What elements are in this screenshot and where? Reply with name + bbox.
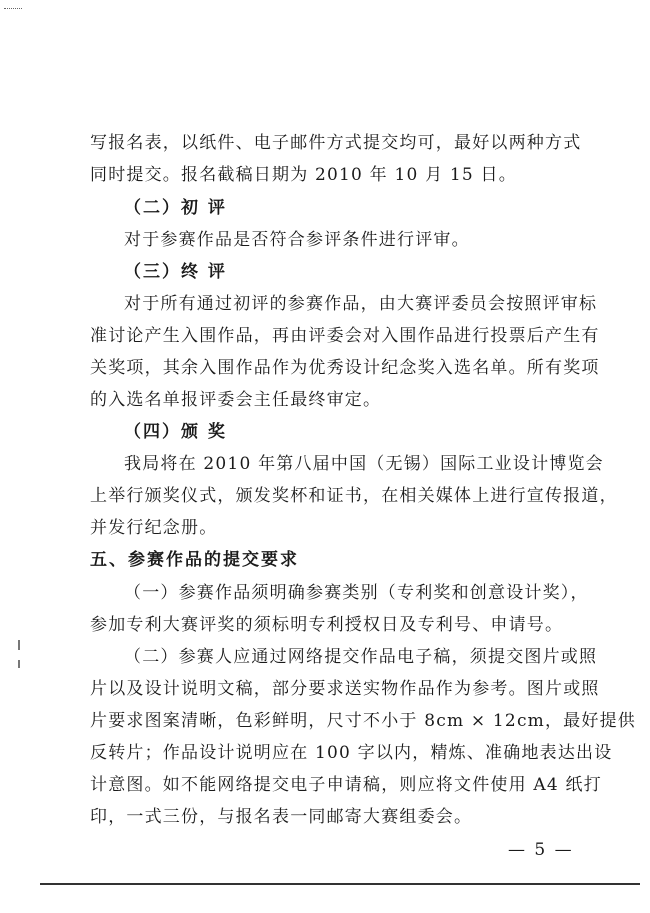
- body-text-line: 的入选名单报评委会主任最终审定。: [90, 390, 382, 410]
- body-text-line: 反转片；作品设计说明应在 100 字以内，精炼、准确地表达出设: [90, 743, 613, 763]
- body-text-line: 参加专利大赛评奖的须标明专利授权日及专利号、申请号。: [90, 615, 564, 635]
- body-text-line: 准讨论产生入围作品，再由评委会对入围作品进行投票后产生有: [90, 326, 600, 346]
- chapter-heading: 五、参赛作品的提交要求: [90, 550, 299, 570]
- body-text-line: 关奖项，其余入围作品作为优秀设计纪念奖入选名单。所有奖项: [90, 358, 600, 378]
- section-heading: （三）终 评: [124, 262, 227, 282]
- section-heading: （四）颁 奖: [124, 422, 227, 442]
- body-text-line: （一）参赛作品须明确参赛类别（专利奖和创意设计奖），: [124, 583, 589, 603]
- scan-mark: [18, 660, 20, 668]
- body-text-line: （二）参赛人应通过网络提交作品电子稿，须提交图片或照: [124, 647, 598, 667]
- body-text-line: 对于所有通过初评的参赛作品，由大赛评委员会按照评审标: [124, 294, 598, 314]
- body-text-line: 印，一式三份，与报名表一同邮寄大赛组委会。: [90, 807, 473, 827]
- body-text-line: 同时提交。报名截稿日期为 2010 年 10 月 15 日。: [90, 165, 517, 185]
- section-heading: （二）初 评: [124, 198, 227, 218]
- body-text-line: 上举行颁奖仪式，颁发奖杯和证书，在相关媒体上进行宣传报道，: [90, 486, 618, 506]
- body-text-line: 写报名表，以纸件、电子邮件方式提交均可，最好以两种方式: [90, 133, 582, 153]
- page-bottom-rule: [40, 883, 640, 885]
- body-text-line: 片要求图案清晰，色彩鲜明，尺寸不小于 8cm × 12cm，最好提供: [90, 711, 636, 731]
- body-text-line: 并发行纪念册。: [90, 518, 218, 538]
- body-text-line: 我局将在 2010 年第八届中国（无锡）国际工业设计博览会: [124, 454, 604, 474]
- scan-mark: [4, 8, 22, 9]
- body-text-line: 片以及设计说明文稿，部分要求送实物作品作为参考。图片或照: [90, 679, 600, 699]
- body-text-line: 计意图。如不能网络提交电子申请稿，则应将文件使用 A4 纸打: [90, 775, 602, 795]
- scan-mark: [18, 640, 20, 650]
- page-number: — 5 —: [508, 840, 574, 860]
- body-text-line: 对于参赛作品是否符合参评条件进行评审。: [124, 230, 470, 250]
